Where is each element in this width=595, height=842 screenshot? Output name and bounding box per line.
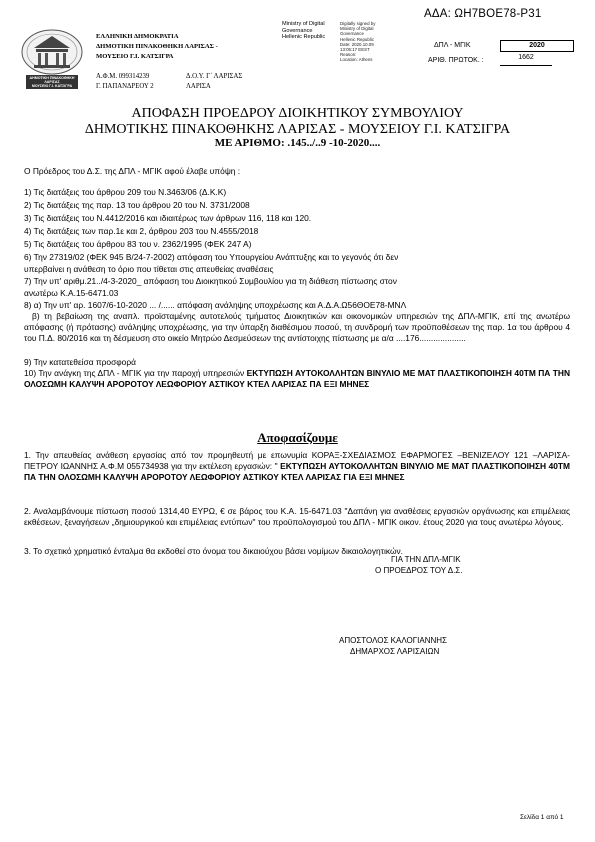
consideration-item: 4) Τις διατάξεις των παρ.1ε και 2, άρθρου 203 του Ν.4555/2018 bbox=[24, 226, 259, 236]
logo-caption: ΛΑΡΙΣΑΣ bbox=[44, 80, 60, 85]
page-number: Σελίδα 1 από 1 bbox=[520, 814, 564, 821]
org-address: Γ. ΠΑΠΑΝΔΡΕΟΥ 2 bbox=[96, 83, 154, 90]
org-line: ΜΟΥΣΕΙΟ Γ.Ι. ΚΑΤΣΙΓΡΑ bbox=[96, 53, 174, 60]
sig-line: Ministry of Digital bbox=[282, 21, 325, 27]
consideration-item: 3) Τις διατάξεις του Ν.4412/2016 και ιδιαιτέρως των άρθρων 116, 118 και 120. bbox=[24, 213, 312, 223]
sig-fine: Digitally signed by bbox=[340, 21, 376, 26]
decision-2: 2. Αναλαμβάνουμε πίστωση ποσού 1314,40 ΕΥΡΩ, € σε βάρος του Κ.Α. 15-6471.03 "Δαπάνη για αναθέσεις εργασιών οργάνωσης και επιμέλειας εκθέσεων, ξεναγήσεων „δημιουργικού και επιμέλειας εντύπων" του προϋπολογισμού του ΔΠΛ - ΜΓΙΚ οικον. έτους 2020 για τους ανωτέρω λόγους. bbox=[24, 506, 570, 527]
document-title-line1: ΑΠΟΦΑΣΗ ΠΡΟΕΔΡΟΥ ΔΙΟΙΚΗΤΙΚΟΥ ΣΥΜΒΟΥΛΙΟΥ bbox=[131, 106, 464, 121]
sig-fine: Hellenic Republic bbox=[340, 36, 374, 42]
consideration-item: 1) Τις διατάξεις του άρθρου 209 του Ν.3463/06 (Δ.Κ.Κ) bbox=[24, 187, 227, 197]
consideration-10-service: ΕΚΤΥΠΩΣΗ ΑΥΤΟΚΟΛΛΗΤΩΝ ΒΙΝΥΛΙΟ ΜΕ ΜΑΤ ΠΛΑΣΤΙΚΟΠΟΙΗΣΗ 40ΤΜ ΠΑ ΤΗΝ ΟΛΟΣΩΜΗ ΚΑΛΥΨΗ ΑΡΟΡΟΤΟΥ ΛΕΩΦΟΡΙΟΥ ΑΣΤΙΚΟΥ ΚΤΕΛ ΛΑΡΙΣΑΣ ΠΑ ΕΞΙ ΜΗΝΕΣ bbox=[24, 368, 571, 389]
consideration-item: υπερβαίνει η ανάθεση το όριο που τίθεται στις απευθείας αναθέσεις bbox=[24, 264, 274, 274]
protocol-label: ΑΡΙΘ. ΠΡΩΤΟΚ. : bbox=[428, 57, 484, 64]
dpl-label: ΔΠΛ - ΜΓΙΚ bbox=[434, 42, 471, 49]
sig-fine: 13:05:17 EEST bbox=[340, 47, 370, 53]
signature-name: ΑΠΟΣΤΟΛΟΣ ΚΑΛΟΓΙΑΝΝΗΣ bbox=[339, 636, 447, 645]
sig-line: Governance bbox=[282, 27, 313, 34]
org-afm: Α.Φ.Μ. 099314239 bbox=[96, 73, 150, 80]
sig-fine: Location: Athens bbox=[340, 57, 373, 63]
document-title-line2: ΔΗΜΟΤΙΚΗΣ ΠΙΝΑΚΟΘΗΚΗΣ ΛΑΡΙΣΑΣ - ΜΟΥΣΕΙΟΥ Γ.Ι. ΚΑΤΣΙΓΡΑ bbox=[84, 122, 511, 137]
sig-fine: Date: 2020.10.09 bbox=[340, 41, 374, 47]
org-line: ΕΛΛΗΝΙΚΗ ΔΗΜΟΚΡΑΤΙΑ bbox=[96, 33, 179, 40]
org-line: ΔΗΜΟΤΙΚΗ ΠΙΝΑΚΟΘΗΚΗ ΛΑΡΙΣΑΣ - bbox=[96, 43, 218, 50]
consideration-item: 7) Την υπ' αριθμ.21../4-3-2020_ απόφαση του Διοικητικού Συμβουλίου για τη διάθεση πίστωσης στον bbox=[24, 276, 397, 286]
consideration-item: 8) α) Την υπ' αρ. 1607/6-10-2020 ... /...... απόφαση ανάληψης υποχρέωσης και Α.Δ.Α.Ω56ΘΟΕ78-ΜΝΛ bbox=[24, 300, 407, 310]
logo-caption: ΜΟΥΣΕΙΟ Γ.Ι. ΚΑΤΣΙΓΡΑ bbox=[31, 84, 73, 89]
digital-signature-label bbox=[282, 21, 325, 41]
consideration-item: 9) Την κατατεθείσα προσφορά bbox=[24, 357, 136, 367]
consideration-item: 5) Τις διατάξεις του άρθρου 83 του ν. 2362/1995 (ΦΕΚ 247 Α) bbox=[24, 239, 252, 249]
dpl-value: 2020 bbox=[500, 40, 574, 52]
sig-fine: Reason: bbox=[340, 52, 357, 58]
consideration-10 bbox=[24, 368, 570, 390]
consideration-item: 6) Την 27319/02 (ΦΕΚ 945 Β/24-7-2002) απόφαση του Υπουργείου Ανάπτυξης και το γεγονός ότι δεν bbox=[24, 252, 399, 262]
sig-fine: Governance bbox=[340, 31, 364, 37]
decision-3: 3. Το σχετικό χρηματικό ένταλμα θα εκδοθεί στο όνομα του δικαιούχου βάσει νομίμων δικαιολογητικών. bbox=[24, 546, 403, 556]
consideration-8b: β) τη βεβαίωση της αναπλ. προϊσταμένης αυτοτελούς τμήματος Διοικητικών και οικονομικών υπηρεσιών της ΔΠΛ-ΜΓΙΚ, επί της ανωτέρω απόφασης (ή πρότασης) ανάληψης υποχρέωσης, για την ύπαρξη διαθέσιμου ποσού, τη συνδρομή των προϋποθέσεων της παρ. 1α του άρθρου 4 του Π.Δ. 80/2016 και τη δέσμευση στο οικείο Μητρώο Δεσμεύσεων της αντίστοιχης πίστωσης με α/α ....176.................... bbox=[24, 311, 570, 343]
sig-fine: Ministry of Digital bbox=[340, 26, 374, 32]
consideration-item: ανωτέρω Κ.Α.15-6471.03 bbox=[24, 288, 119, 298]
section-title: Αποφασίζουμε bbox=[257, 430, 338, 445]
signature-role: ΔΗΜΑΡΧΟΣ ΛΑΡΙΣΑΙΩΝ bbox=[350, 647, 440, 656]
consideration-item: 2) Τις διατάξεις της παρ. 13 του άρθρου 20 του Ν. 3731/2008 bbox=[24, 200, 250, 210]
org-details bbox=[96, 72, 242, 92]
decision-number: ΜΕ ΑΡΙΘΜΟ: .145../..9 -10-2020.... bbox=[214, 137, 381, 149]
digital-signature-details bbox=[340, 21, 375, 63]
gallery-logo bbox=[20, 28, 84, 90]
sig-line: Hellenic Republic bbox=[282, 34, 326, 41]
decision-1-prefix: 1. Την απευθείας ανάθεση εργασίας από τον προμηθευτή με επωνυμία ΚΟΡΑΞ-ΣΧΕΔΙΑΣΜΟΣ ΕΦΑΡΜΟΓΕΣ –ΒΕΝΙΖΕΛΟΥ 121 –ΛΑΡΙΣΑ- ΠΕΤΡΟΥ ΙΩΑΝΝΗΣ Α.Φ.Μ 055734938 για την εκτέλεση εργασιών: " bbox=[24, 450, 570, 471]
org-city: ΛΑΡΙΣΑ bbox=[186, 83, 211, 90]
decision-1 bbox=[24, 450, 570, 483]
organization-header bbox=[96, 32, 218, 62]
decision-1-service: ΕΚΤΥΠΩΣΗ ΑΥΤΟΚΟΛΛΗΤΩΝ ΒΙΝΥΛΙΟ ΜΕ ΜΑΤ ΠΛΑΣΤΙΚΟΠΟΙΗΣΗ 40ΤΜ ΠΑ ΤΗΝ ΟΛΟΣΩΜΗ ΚΑΛΥΨΗ ΑΡΟΡΟΤΟΥ ΛΕΩΦΟΡΙΟΥ ΑΣΤΙΚΟΥ ΚΤΕΛ ΛΑΡΙΣΑΣ ΓΙΑ ΕΞΙ ΜΗΝΕΣ bbox=[24, 461, 570, 482]
org-doy: Δ.Ο.Υ. Γ΄ ΛΑΡΙΣΑΣ bbox=[186, 73, 243, 80]
signature-for-line: ΓΙΑ ΤΗΝ ΔΠΛ-ΜΓΙΚ bbox=[391, 555, 461, 564]
signature-president: Ο ΠΡΟΕΔΡΟΣ ΤΟΥ Δ.Σ. bbox=[375, 566, 463, 575]
protocol-value: 1662 bbox=[500, 54, 552, 66]
consideration-10-prefix: 10) Την ανάγκη της ΔΠΛ - ΜΓΙΚ για την παροχή υπηρεσιών bbox=[24, 368, 247, 378]
logo-caption: ΔΗΜΟΤΙΚΗ ΠΙΝΑΚΟΘΗΚΗ bbox=[29, 76, 75, 80]
intro-text: Ο Πρόεδρος του Δ.Σ. της ΔΠΛ - ΜΓΙΚ αφού έλαβε υπόψη : bbox=[24, 166, 241, 176]
ada-code: ΑΔΑ: ΩΗ7ΒΟΕ78-Ρ31 bbox=[424, 8, 542, 20]
